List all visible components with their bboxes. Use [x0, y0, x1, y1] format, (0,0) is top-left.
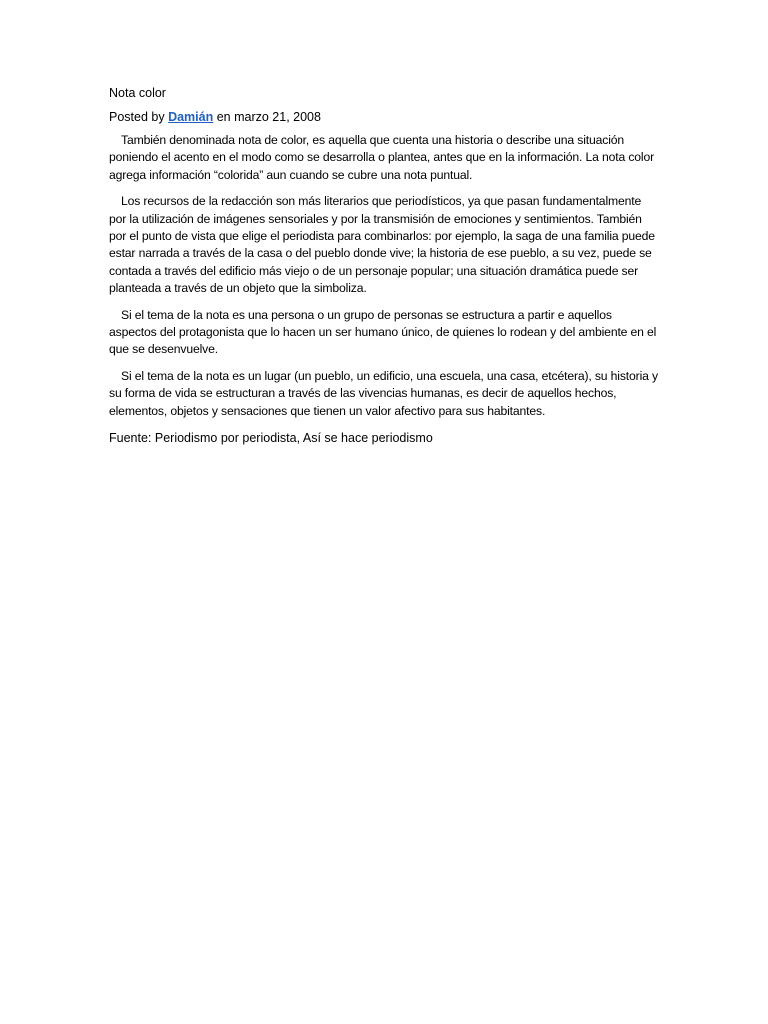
document-page — [109, 84, 659, 447]
paragraph-1: También denominada nota de color, es aquella que cuenta una historia o describe una situación poniendo el acento en el modo como se desarrolla o plantea, antes que en la información. La nota color agrega información “colorida” aun cuando se cubre una nota puntual. — [109, 133, 655, 182]
byline — [109, 108, 659, 126]
paragraph-2: Los recursos de la redacción son más literarios que periodísticos, ya que pasan fundamentalmente por la utilización de imágenes sensoriales y por la transmisión de emociones y sentimientos. También por el punto de vista que elige el periodista para combinarlos: por ejemplo, la saga de una familia puede estar narrada a través de la casa o del pueblo donde vive; la historia de ese pueblo, a su vez, puede se contada a través del edificio más viejo o de un personaje popular; una situación dramática puede ser planteada a través de un objeto que la simboliza. — [109, 194, 655, 296]
source-line: Fuente: Periodismo por periodista, Así se hace periodismo — [109, 431, 433, 446]
paragraph-4: Si el tema de la nota es un lugar (un pueblo, un edificio, una escuela, una casa, etcétera), su historia y su forma de vida se estructuran a través de las vivencias humanas, es decir de aquellos hechos, elementos, objetos y sensaciones que tienen un valor afectivo para sus habitantes. — [109, 368, 658, 418]
document-title: Nota color — [109, 86, 166, 100]
byline-date: en marzo 21, 2008 — [216, 110, 321, 124]
byline-prefix: Posted by — [109, 110, 165, 124]
paragraph-3: Si el tema de la nota es una persona o un grupo de personas se estructura a partir e aquellos aspectos del protagonista que lo hacen un ser humano único, de quienes lo rodean y del ambiente en el que se desenvuelve. — [109, 307, 657, 357]
author-link[interactable]: Damián — [168, 110, 214, 124]
